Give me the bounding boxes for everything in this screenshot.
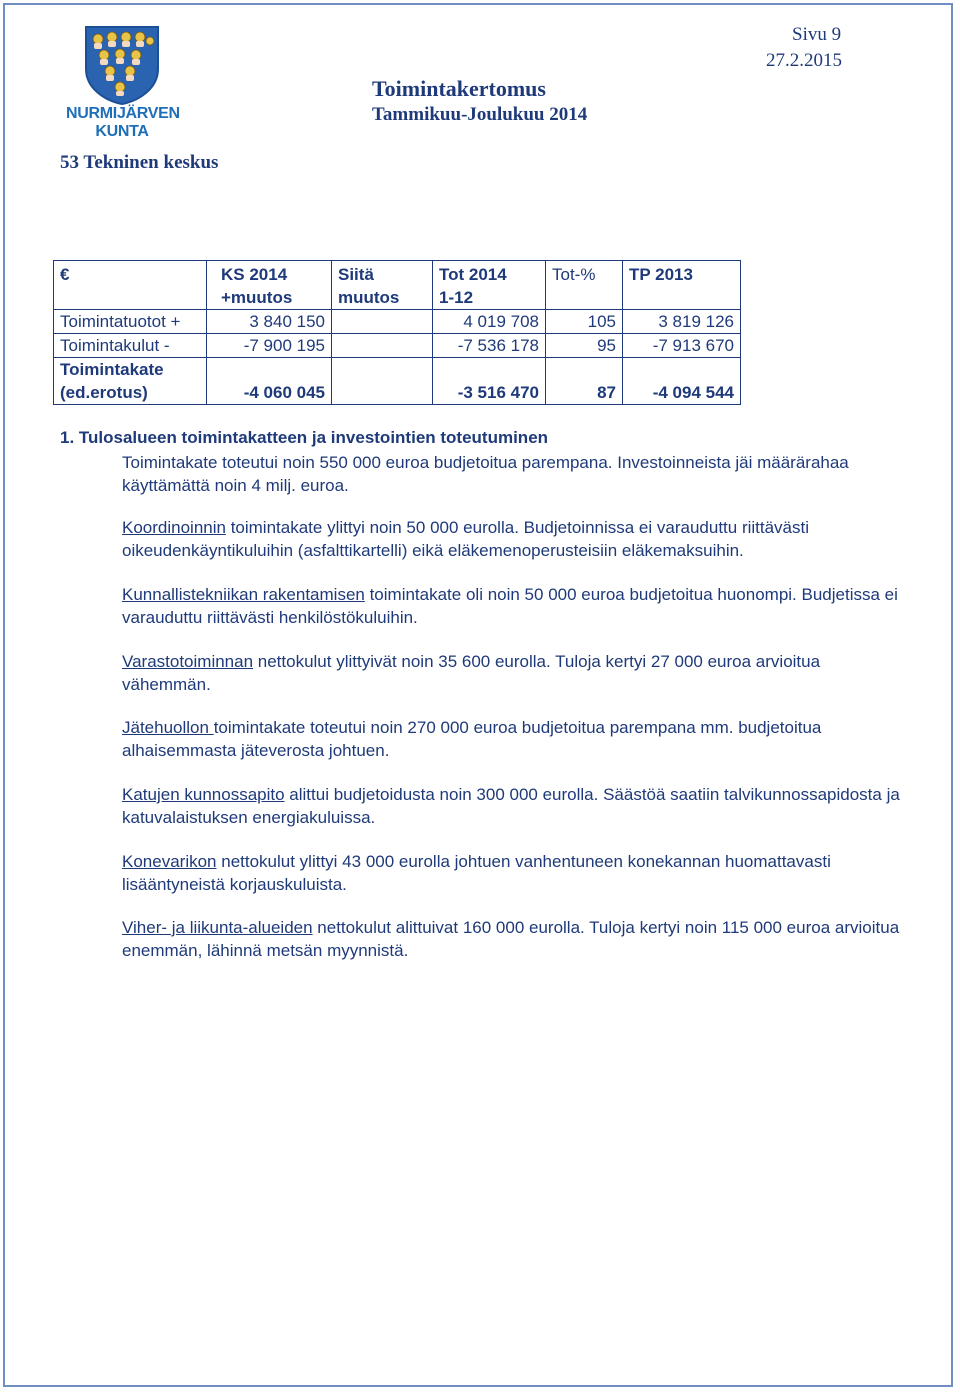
paragraph-heading: Koordinoinnin [122,518,226,537]
document-title: Toimintakertomus [372,76,546,101]
paragraph-text: toimintakate oli noin 50 000 euroa budjetoitua huonompi. Budjetissa ei varauduttu riittävästi henkilöstökuluihin. [122,585,898,627]
currency-header: € [54,261,207,310]
paragraph-heading: Varastotoiminnan [122,652,254,671]
paragraph-kunnossapito [122,784,902,829]
paragraph-koordinointi [122,517,902,562]
paragraph-heading: Kunnallistekniikan rakentamisen [122,585,365,604]
paragraph-heading: Konevarikon [122,852,217,871]
unit-name: 53 Tekninen keskus [60,152,219,173]
section-title: 1. Tulosalueen toimintakatteen ja investointien toteutuminen [60,428,549,447]
total-totp-value: 87 [546,358,623,405]
total-ks-value: -4 060 045 [207,358,332,405]
row-label: Toimintatuotot + [54,310,207,334]
paragraph-text: nettokulut alittuivat 160 000 eurolla. Tuloja kertyi noin 115 000 euroa arvioitua enemmän, lähinnä metsän myynnistä. [122,918,900,960]
paragraph-summary: Toimintakate toteutui noin 550 000 euroa budjetoitua parempana. Investoinneista jäi määrärahaa käyttämättä noin 4 milj. euroa. [122,453,849,495]
table-header-row [54,261,741,310]
totp-value: 95 [546,334,623,358]
ks-value: -7 900 195 [207,334,332,358]
document-period: Tammikuu-Joulukuu 2014 [372,104,588,125]
siita-value [332,334,433,358]
total-tot-value: -3 516 470 [433,358,546,405]
totp-header: Tot-% [546,261,623,310]
paragraph-viheralueet [122,917,902,962]
paragraph-jatehuolto [122,717,902,762]
tot-value: -7 536 178 [433,334,546,358]
siita-header: Siitä muutos [332,261,433,310]
municipality-logo [66,25,178,141]
row-label: Toimintakulut - [54,334,207,358]
total-label: Toimintakate (ed.erotus) [54,358,207,405]
ks-header: KS 2014 +muutos [207,261,332,310]
table-total-row [54,358,741,405]
financial-table [53,260,741,405]
paragraph-varasto [122,651,902,696]
paragraph-kunnallistekniikka [122,584,902,629]
tot-header: Tot 2014 1-12 [433,261,546,310]
paragraph-text: toimintakate ylittyi noin 50 000 eurolla. Budjetoinnissa ei varauduttu riittävästi oikeudenkäyntikuluihin (asfalttikartelli) eikä eläkemenoperusteisiin eläkemaksuihin. [122,518,810,560]
siita-value [332,310,433,334]
ks-value: 3 840 150 [207,310,332,334]
total-tp-value: -4 094 544 [623,358,741,405]
totp-value: 105 [546,310,623,334]
page-number: Sivu 9 [792,24,842,45]
tp-header: TP 2013 [623,261,741,310]
paragraph-text: alittui budjetoidusta noin 300 000 eurolla. Säästöä saatiin talvikunnossapidosta ja katuvalaistuksen energiakuluissa. [122,785,900,827]
paragraph-text: nettokulut ylittyi 43 000 eurolla johtuen vanhentuneen konekannan huomattavasti lisääntyneistä korjauskuluista. [122,852,831,894]
tp-value: -7 913 670 [623,334,741,358]
paragraph-heading: Viher- ja liikunta-alueiden [122,918,313,937]
tot-value: 4 019 708 [433,310,546,334]
logo-text-line2: KUNTA [95,123,149,140]
paragraph-text: toimintakate toteutui noin 270 000 euroa budjetoitua parempana mm. budjetoitua alhaisemmasta jäteverosta johtuen. [122,718,822,760]
paragraph-heading: Katujen kunnossapito [122,785,285,804]
table-row [54,334,741,358]
paragraph-konevarikko [122,851,902,896]
report-date: 27.2.2015 [766,50,842,71]
logo-text-line1: NURMIJÄRVEN [66,105,180,122]
total-siita-value [332,358,433,405]
paragraph-text: nettokulut ylittyivät noin 35 600 eurolla. Tuloja kertyi 27 000 euroa arvioitua vähemmän. [122,652,821,694]
table-row [54,310,741,334]
tp-value: 3 819 126 [623,310,741,334]
coat-of-arms-icon [84,25,160,105]
paragraph-heading: Jätehuollon [122,718,214,737]
